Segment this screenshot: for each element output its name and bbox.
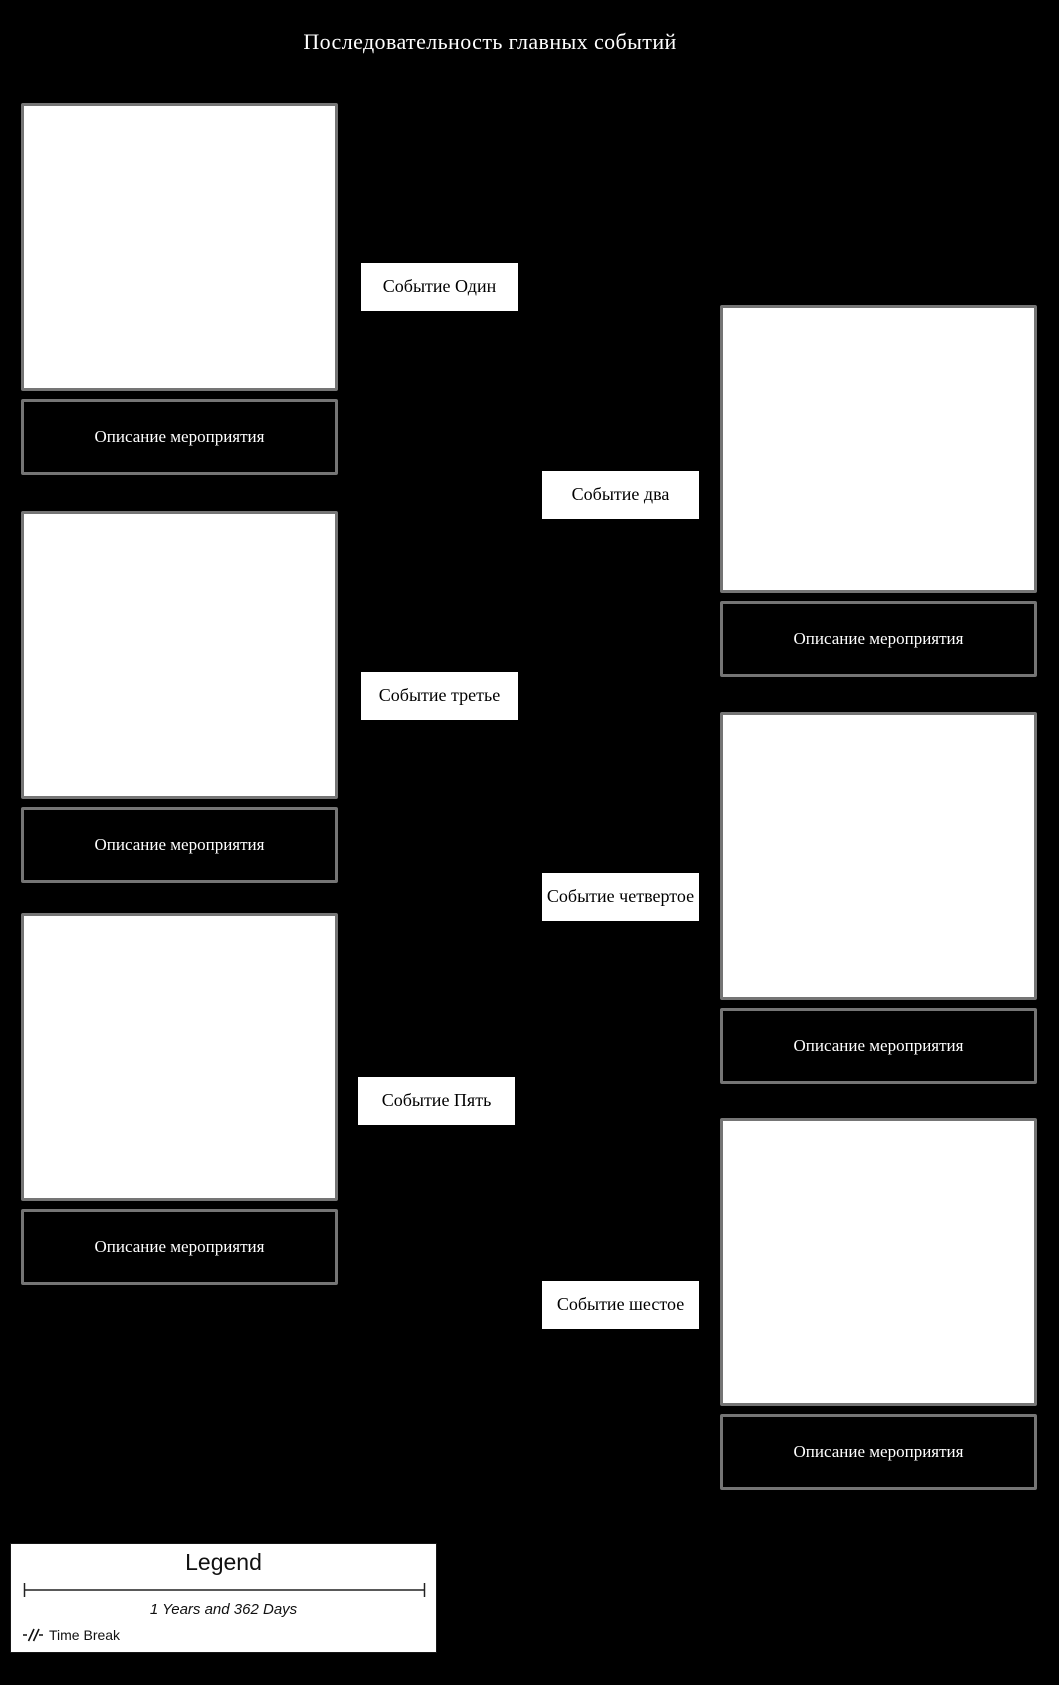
event-1-frame bbox=[21, 103, 338, 475]
event-5-label: Событие Пять bbox=[358, 1077, 515, 1125]
event-3-label: Событие третье bbox=[361, 672, 518, 720]
time-break-icon bbox=[23, 1627, 43, 1643]
event-2-image-placeholder bbox=[720, 305, 1037, 593]
event-4-caption: Описание мероприятия bbox=[720, 1008, 1037, 1084]
time-break-label: Time Break bbox=[49, 1627, 121, 1643]
event-6-image-placeholder bbox=[720, 1118, 1037, 1406]
event-4-frame bbox=[720, 712, 1037, 1084]
event-6-frame bbox=[720, 1118, 1037, 1490]
event-1-label: Событие Один bbox=[361, 263, 518, 311]
event-2-caption: Описание мероприятия bbox=[720, 601, 1037, 677]
event-1-caption: Описание мероприятия bbox=[21, 399, 338, 475]
duration-scale-line bbox=[23, 1582, 426, 1598]
event-2-frame bbox=[720, 305, 1037, 677]
event-4-image-placeholder bbox=[720, 712, 1037, 1000]
duration-scale-label: 1 Years and 362 Days bbox=[149, 1601, 298, 1618]
legend-panel bbox=[10, 1543, 437, 1653]
event-3-image-placeholder bbox=[21, 511, 338, 799]
event-5-image-placeholder bbox=[21, 913, 338, 1201]
event-6-label: Событие шестое bbox=[542, 1281, 699, 1329]
legend-title: Legend bbox=[185, 1549, 262, 1575]
event-6-caption: Описание мероприятия bbox=[720, 1414, 1037, 1490]
page-title: Последовательность главных событий bbox=[303, 29, 677, 54]
event-2-label: Событие два bbox=[542, 471, 699, 519]
event-3-frame bbox=[21, 511, 338, 883]
event-5-frame bbox=[21, 913, 338, 1285]
event-1-image-placeholder bbox=[21, 103, 338, 391]
event-5-caption: Описание мероприятия bbox=[21, 1209, 338, 1285]
time-break-row bbox=[23, 1627, 120, 1643]
event-3-caption: Описание мероприятия bbox=[21, 807, 338, 883]
event-4-label: Событие четвертое bbox=[542, 873, 699, 921]
